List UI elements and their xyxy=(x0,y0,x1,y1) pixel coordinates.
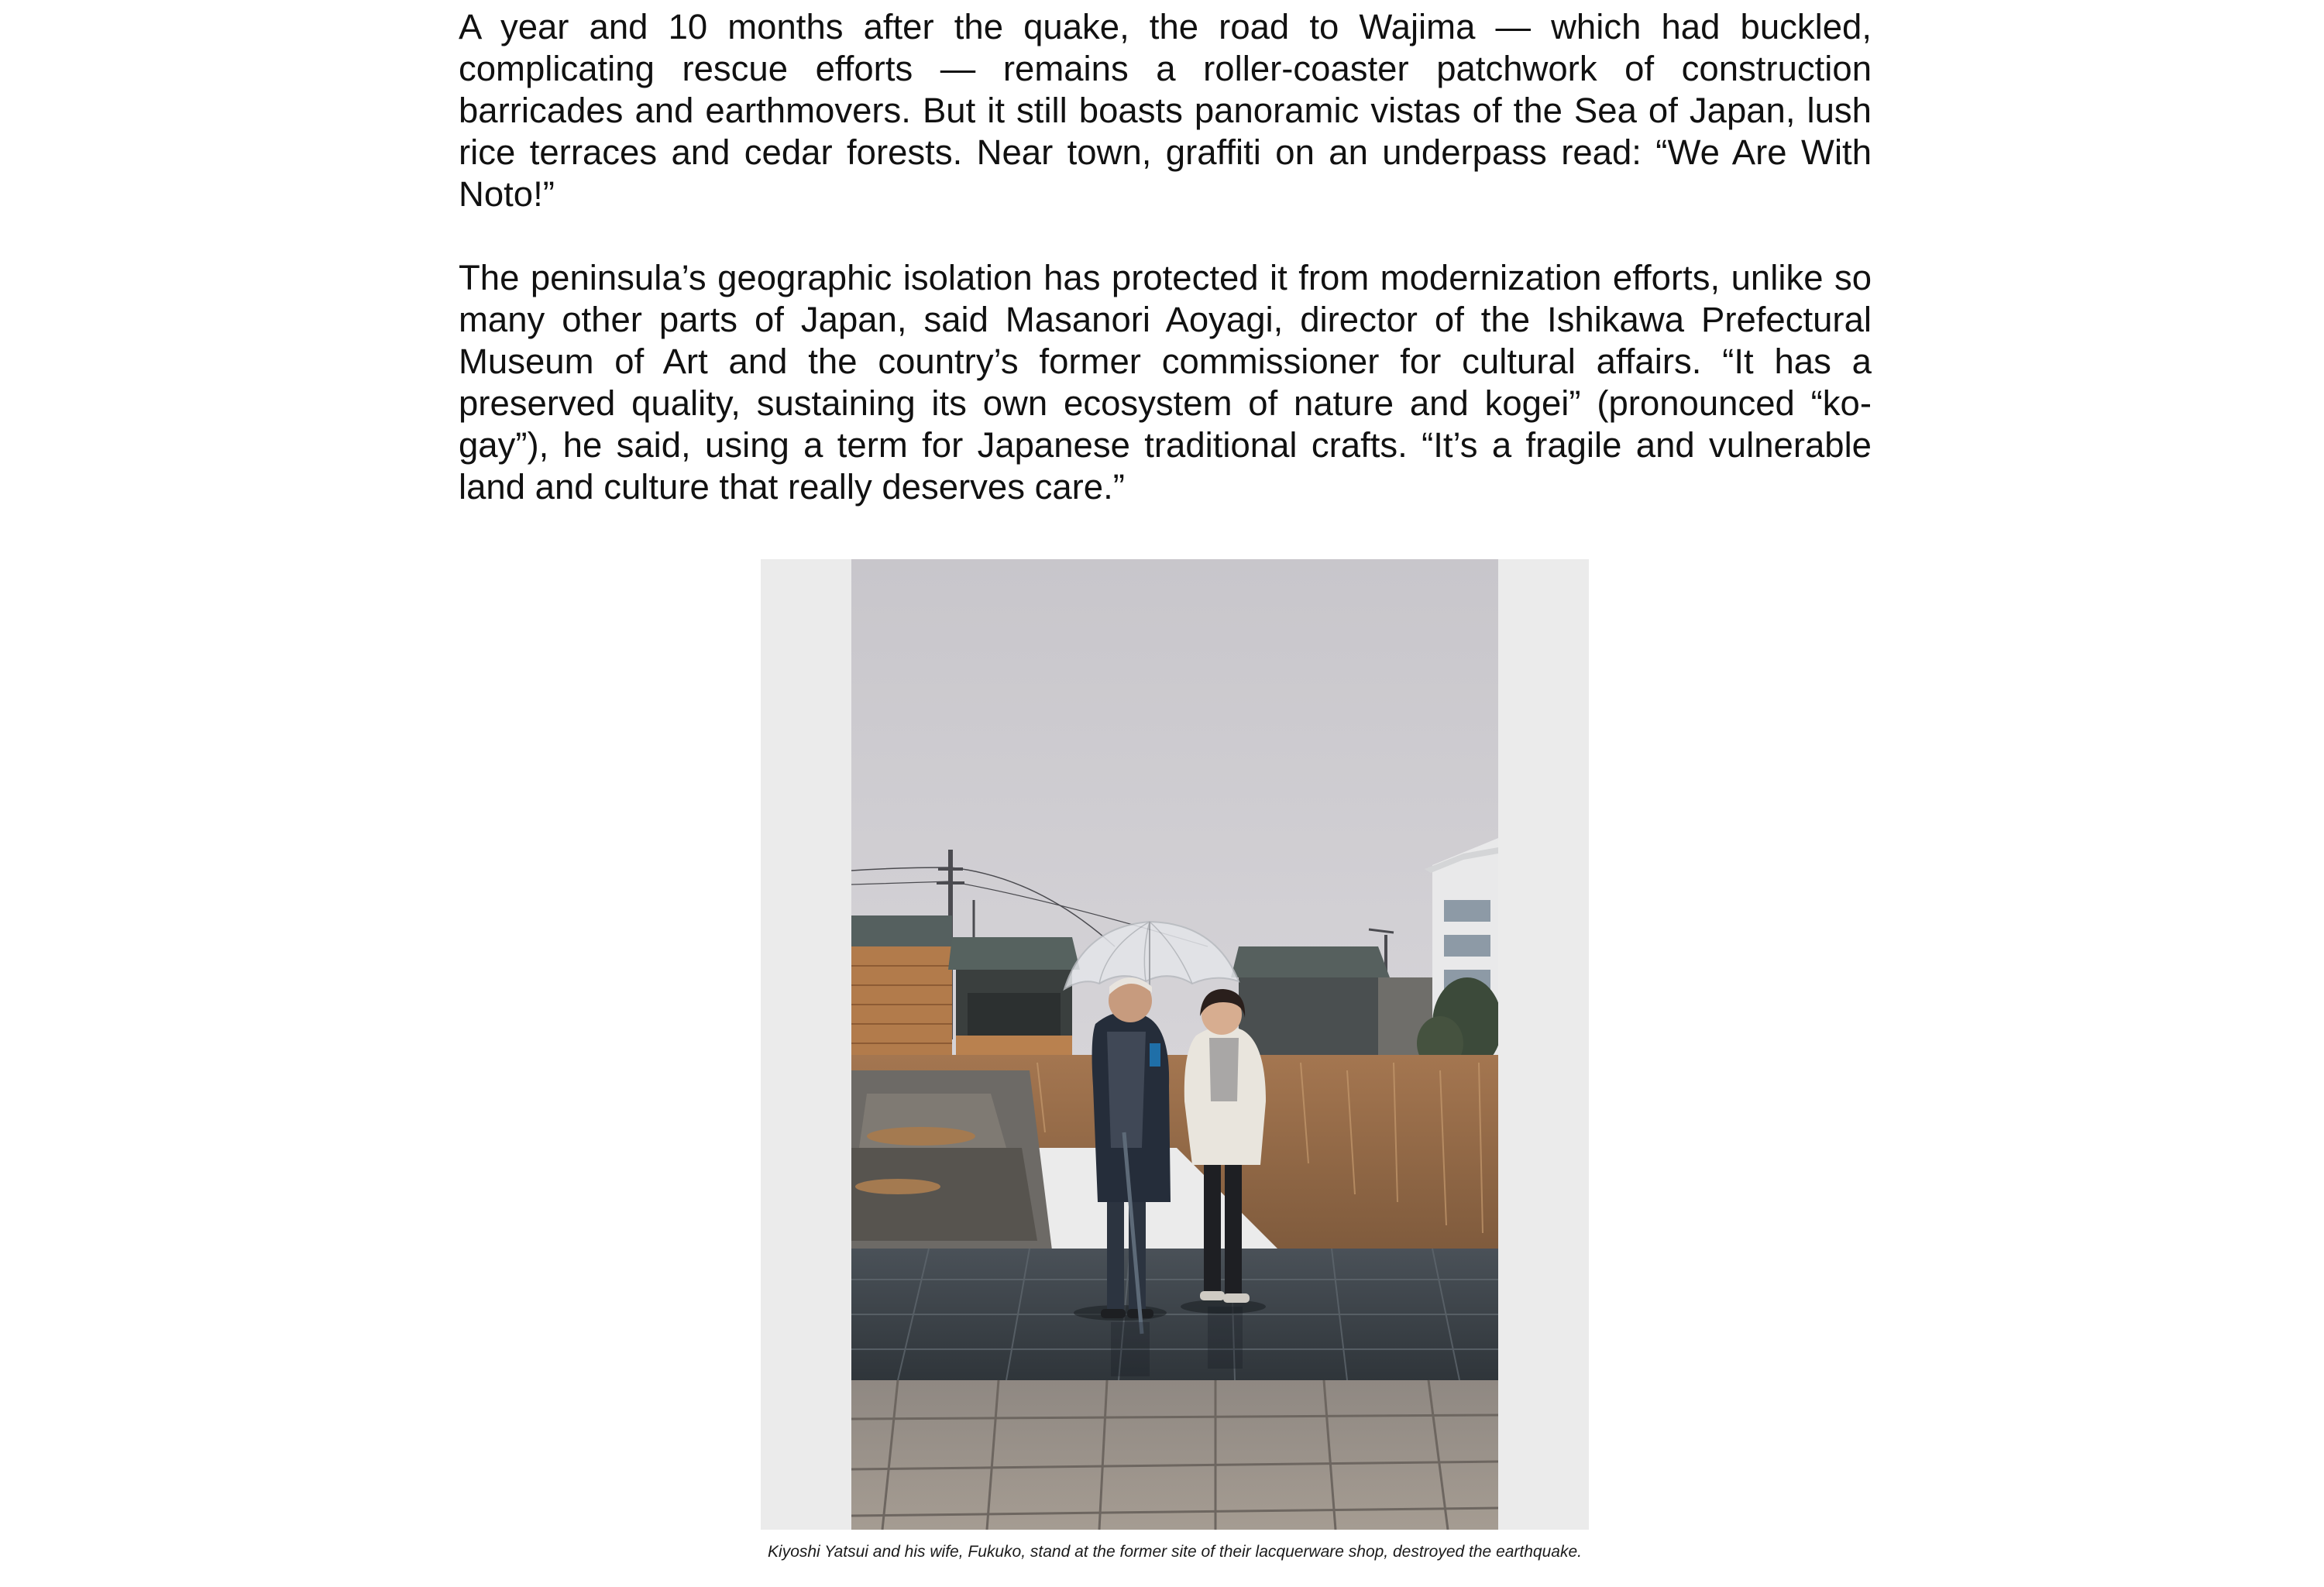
wooden-building-left xyxy=(851,915,952,1059)
house-middle xyxy=(948,937,1080,1059)
photo-couple-in-rain xyxy=(851,559,1498,1530)
paragraph-road-to-wajima: A year and 10 months after the quake, the road to Wajima — which had buckled, complicating rescue efforts — remains a roller-coaster patchwork of construction barricades and earthmovers. But it still boasts panoramic vistas of the Sea of Japan, lush rice terraces and cedar forests. Near town, graffiti on an underpass read: “We Are With Noto!” xyxy=(459,7,1872,214)
article-body xyxy=(459,6,1872,508)
article-figure xyxy=(761,559,1589,1530)
photo-caption: Kiyoshi Yatsui and his wife, Fukuko, stand at the former site of their lacquerware shop, destroyed the earthquake. xyxy=(768,1543,1582,1561)
paragraph-peninsula-isolation: The peninsula’s geographic isolation has protected it from modernization efforts, unlike so many other parts of Japan, said Masanori Aoyagi, director of the Ishikawa Prefectural Museum of Art and the country’s former commissioner for cultural affairs. “It has a preserved quality, sustaining its own ecosystem of nature and kogei” (pronounced “ko-gay”), he said, using a term for Japanese traditional crafts. “It’s a fragile and vulnerable land and culture that really deserves care.” xyxy=(459,258,1872,507)
